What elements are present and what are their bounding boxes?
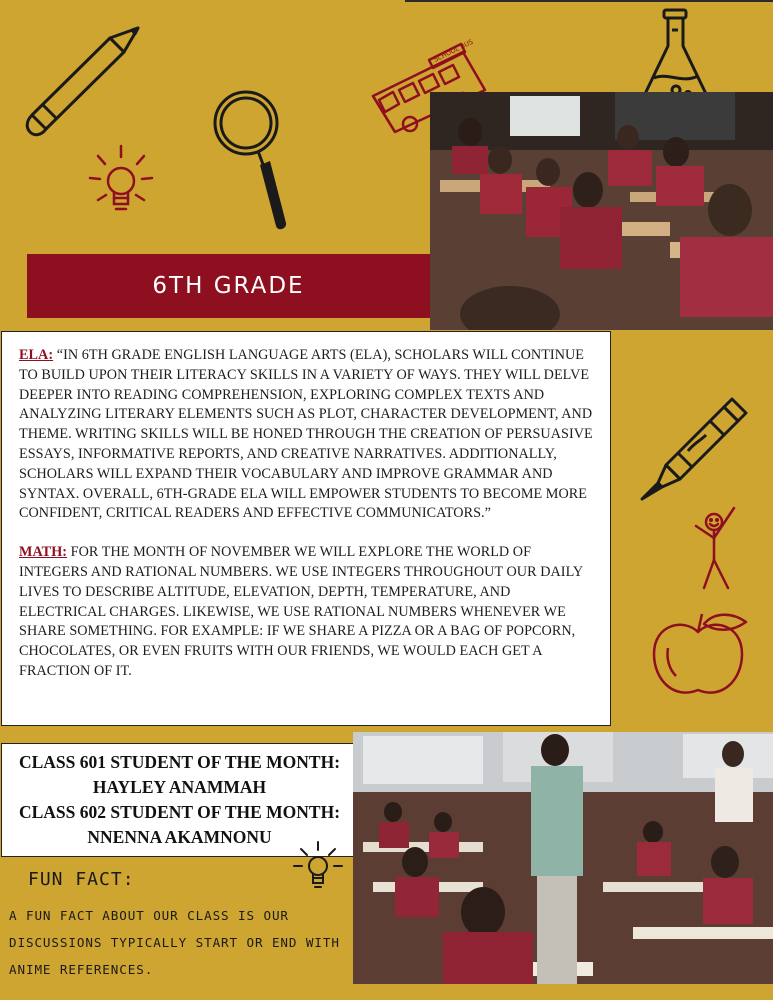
pencil-icon: [22, 20, 147, 140]
classroom-photo-2-art: [353, 732, 773, 984]
math-text: FOR THE MONTH OF NOVEMBER WE WILL EXPLORE THE WORLD OF INTEGERS AND RATIONAL NUMBERS. WE USE INTEGERS THROUGHOUT OUR DAILY LIVES TO DESCRIBE ALTITUDE, ELEVATION, DEPTH, TEMPERATURE, AND ELECTRICAL CHARGES. LIKEWISE, WE USE RATIONAL NUMBERS WHENEVER WE SHARE SOMETHING. FOR EXAMPLE: IF WE SHARE A PIZZA OR A BAG OF POPCORN, CHOCOLATES, OR EVEN FRUITS WITH OUR FRIENDS, WE WOULD EACH GET A FRACTION OF IT.: [19, 544, 583, 679]
ela-paragraph: [19, 346, 600, 524]
fun-fact-title: FUN FACT:: [28, 869, 135, 890]
class-601-heading: CLASS 601 STUDENT OF THE MONTH:: [18, 752, 341, 772]
fun-fact-text: A FUN FACT ABOUT OUR CLASS IS OUR DISCUSSIONS TYPICALLY START OR END WITH ANIME REFERENCES.: [9, 908, 340, 977]
grade-title: 6TH GRADE: [152, 273, 305, 299]
bus-sign-text: SCHOOL BUS: [432, 37, 475, 64]
class-602-student: NNENNA AKAMNONU: [87, 827, 272, 847]
grade-banner: [27, 254, 430, 318]
lightbulb-small-icon: [290, 838, 348, 896]
math-paragraph: [19, 543, 600, 682]
stick-figure-icon: [690, 500, 742, 595]
top-rule: [405, 0, 773, 2]
magnifying-glass-icon: [208, 85, 298, 235]
classroom-photo-2: [353, 732, 773, 984]
ela-label: ELA:: [19, 347, 54, 363]
class-601-student: HAYLEY ANAMMAH: [92, 777, 267, 797]
curriculum-textbox: [1, 331, 611, 726]
lightbulb-icon: [82, 138, 162, 223]
ela-text: “IN 6TH GRADE ENGLISH LANGUAGE ARTS (ELA), SCHOLARS WILL CONTINUE TO BUILD UPON THEIR LITERACY SKILLS IN A VARIETY OF WAYS. THEY WILL DELVE DEEPER INTO READING COMPREHENSION, EXPLORING COMPLEX TEXTS AND ANALYZING LITERARY ELEMENTS SUCH AS PLOT, CHARACTER DEVELOPMENT, AND THEME. WRITING SKILLS WILL BE HONED THROUGH THE CREATION OF PERSUASIVE ESSAYS, INFORMATIVE REPORTS, AND CREATIVE NARRATIVES. ADDITIONALLY, SCHOLARS WILL EXPAND THEIR VOCABULARY AND IMPROVE GRAMMAR AND SYNTAX. OVERALL, 6TH-GRADE ELA WILL EMPOWER STUDENTS TO BECOME MORE CONFIDENT, CRITICAL READERS AND EFFECTIVE COMMUNICATORS.”: [19, 347, 593, 522]
classroom-photo-1: [430, 92, 773, 330]
classroom-photo-1-art: [430, 92, 773, 330]
math-label: MATH:: [19, 544, 68, 561]
crayon-icon: [636, 395, 748, 503]
class-602-heading: CLASS 602 STUDENT OF THE MONTH:: [18, 802, 341, 822]
apple-icon: [648, 608, 758, 703]
